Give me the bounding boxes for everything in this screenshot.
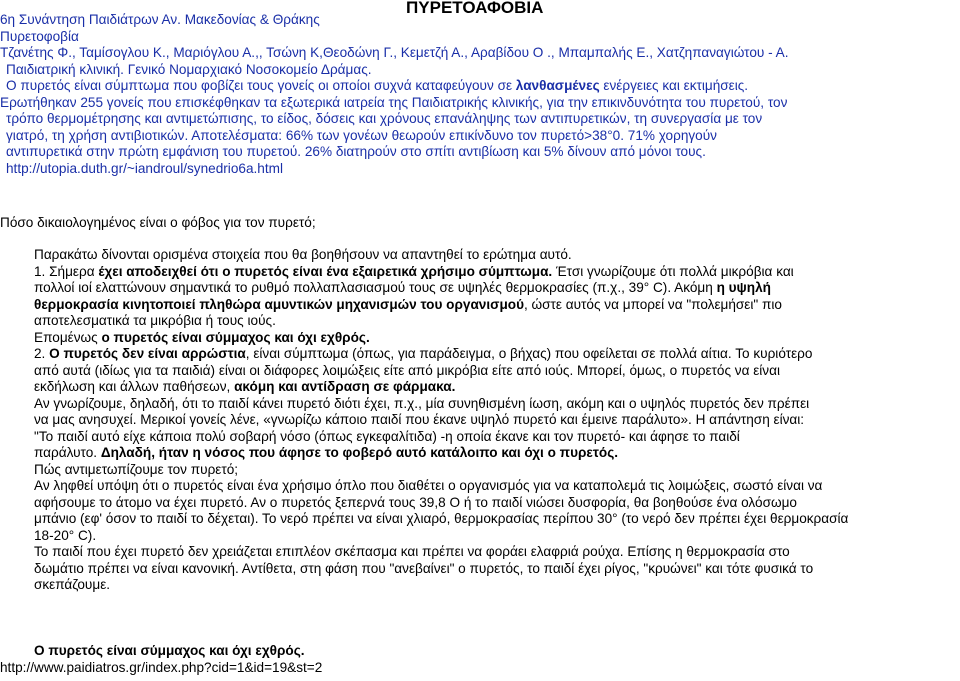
point-1-text: Έτσι γνωρίζουμε ότι πολλά μικρόβια και xyxy=(552,263,794,279)
point-1-conclusion xyxy=(34,330,934,347)
point-1-line xyxy=(34,297,934,314)
paragraph-text: παράλυτο. xyxy=(34,445,101,460)
abstract-line: τρόπο θερμομέτρησης και αντιμετώπισης, το είδος, δόσεις και χρόνους επανάληψης των αντιπυρετικών, τη συνεργασία με τον xyxy=(6,111,763,126)
point-2-text: , είναι σύμπτωμα (όπως, για παράδειγμα, ο βήχας) που οφείλεται σε πολλά αίτια. Το κυριότερο xyxy=(245,346,813,361)
source-link-line xyxy=(0,161,945,178)
page-title: ΠΥΡΕΤΟΑΦΟΒΙΑ xyxy=(406,0,544,17)
point-1-line xyxy=(34,280,934,297)
intro-paragraph: Παρακάτω δίνονται ορισμένα στοιχεία που θα βοηθήσουν να απαντηθεί το ερώτημα αυτό. xyxy=(34,247,572,262)
point-1-emphasis: η υψηλή xyxy=(716,280,771,295)
point-2-text: εκδήλωση και άλλων παθήσεων, xyxy=(34,379,235,394)
paragraph-line: Το παιδί που έχει πυρετό δεν χρειάζεται επιπλέον σκέπασμα και πρέπει να φοράει ελαφριά ρούχα. Επίσης η θερμοκρασία στο xyxy=(34,544,790,559)
abstract-line: Ερωτήθηκαν 255 γονείς που επισκέφθηκαν τα εξωτερικά ιατρεία της Παιδιατρικής κλινικής, για την επικινδυνότητα του πυρετού, τον xyxy=(0,94,788,110)
point-2-line xyxy=(34,346,934,363)
conclusion-emphasis: ο πυρετός είναι σύμμαχος και όχι εχθρός. xyxy=(101,329,370,345)
source-link[interactable]: http://utopia.duth.gr/~iandroul/synedrio6a.html xyxy=(6,160,283,176)
meeting-title: 6η Συνάντηση Παιδιάτρων Αν. Μακεδονίας & Θράκης xyxy=(0,12,320,27)
conclusion-prefix: Επομένως xyxy=(34,329,102,345)
paragraph-line: Αν ληφθεί υπόψη ότι ο πυρετός είναι ένα χρήσιμο όπλο που διαθέτει ο οργανισμός για να καταπολεμά τις λοιμώξεις, σωστό είναι να xyxy=(34,478,823,493)
paragraph-line xyxy=(34,445,934,462)
point-1-emphasis: έχει αποδειχθεί ότι ο πυρετός είναι ένα εξαιρετικά χρήσιμο σύμπτωμα. xyxy=(98,263,553,279)
point-2-number: 2. xyxy=(34,346,50,361)
paragraph-line: "Το παιδί αυτό είχε κάποια πολύ σοβαρή νόσο (όπως εγκεφαλίτιδα) -η οποία έκανε και τον πυρετό- και άφησε το παιδί xyxy=(34,428,740,444)
paragraph-line: σκεπάζουμε. xyxy=(34,577,111,592)
point-1-text: πολλοί ιοί ελαττώνουν σημαντικά το ρυθμό πολλαπλασιασμού τους σε υψηλές θερμοκρασίες (π.χ., 39° C). Ακόμη xyxy=(34,280,717,295)
paragraph-line: αφήσουμε το άτομο να έχει πυρετό. Αν ο πυρετός ξεπερνά τους 39,8 Ο ή το παιδί νιώσει δυσφορία, θα βοηθούσε ένα ολόσωμο xyxy=(34,494,797,510)
point-1-line: αποτελεσματικά τα μικρόβια ή τους ιούς. xyxy=(34,313,276,328)
point-2-line xyxy=(34,379,934,396)
paragraph-line: 18-20° C). xyxy=(34,527,97,543)
point-2-line: από αυτά (ιδίως για τα παιδιά) είναι οι διάφορες λοιμώξεις είτε από μικρόβια είτε από ιούς. Μπορεί, όμως, ο πυρετός να είναι xyxy=(34,362,780,378)
authors: Τζανέτης Φ., Ταμίσογλου Κ., Μαριόγλου Α.,, Τσώνη Κ,Θεοδώνη Γ., Κεμετζή Α., Αραβίδου Ο ., Μπαμπαλής Ε., Χατζηπαναγιώτου - Α. xyxy=(0,45,789,60)
intro-text-end: ενέργειες και εκτιμήσεις. xyxy=(599,78,749,93)
paragraph-line: Αν γνωρίζουμε, δηλαδή, ότι το παιδί κάνει πυρετό διότι έχει, π.χ., μία συνηθισμένη ίωση, ακόμη και ο υψηλός πυρετός δεν πρέπει xyxy=(34,395,810,411)
footer-source-line xyxy=(0,660,322,677)
point-1-number: 1. Σήμερα xyxy=(34,263,99,279)
section-question: Πώς αντιμετωπίζουμε τον πυρετό; xyxy=(34,461,239,477)
abstract-line: αντιπυρετικά στην πρώτη εμφάνιση του πυρετού. 26% διατηρούν στο σπίτι αντιβίωση και 5% δίνουν από μόνοι τους. xyxy=(6,144,706,159)
topic-title: Πυρετοφοβία xyxy=(0,28,79,44)
article-body xyxy=(34,247,934,594)
question-heading: Πόσο δικαιολογημένος είναι ο φόβος για τον πυρετό; xyxy=(0,215,316,230)
point-1-emphasis: θερμοκρασία κινητοποιεί πληθώρα αμυντικών μηχανισμών του οργανισμού xyxy=(34,296,524,312)
intro-line xyxy=(0,78,945,95)
intro-text: Ο πυρετός είναι σύμπτωμα που φοβίζει τους γονείς οι οποίοι συχνά καταφεύγουν σε xyxy=(6,78,516,93)
paragraph-emphasis-end: όχι ο πυρετός. xyxy=(524,445,619,460)
affiliation: Παιδιατρική κλινική. Γενικό Νομαρχιακό Νοσοκομείο Δράμας. xyxy=(6,61,372,77)
paragraph-emphasis: Δηλαδή, ήταν η νόσος που άφησε το φοβερό αυτό κατάλοιπο και xyxy=(100,445,525,460)
point-2-emphasis: Ο πυρετός δεν είναι αρρώστια xyxy=(49,346,246,361)
paragraph-line: μπάνιο (εφ' όσον το παιδί το δέχεται). Το νερό πρέπει να είναι χλιαρό, θερμοκρασίας περίπου 30° (το νερό δεν πρέπει έχει θερμοκρασία xyxy=(34,511,849,526)
intro-emphasis: λανθασμένες xyxy=(515,78,600,93)
paragraph-line: δωμάτιο πρέπει να είναι κανονική. Αντίθετα, στη φάση που "ανεβαίνει" ο πυρετός, το παιδί έχει ρίγος, "κρυώνει" και τότε φυσικά το xyxy=(34,560,814,576)
point-2-emphasis: ακόμη και αντίδραση σε φάρμακα. xyxy=(234,379,456,394)
paragraph-line: να μας ανησυχεί. Μερικοί γονείς λένε, «γνωρίζω κάποιο παιδί που έκανε υψηλό πυρετό και έμεινε παράλυτο». Η απάντηση είναι: xyxy=(34,412,805,427)
point-1-line xyxy=(34,264,934,281)
conclusion-heading: Ο πυρετός είναι σύμμαχος και όχι εχθρός. xyxy=(34,643,305,658)
footer-source-link[interactable]: http://www.paidiatros.gr/index.php?cid=1&id=19&st=2 xyxy=(0,660,323,675)
point-1-text: , ώστε αυτός να μπορεί να "πολεμήσει" πιο xyxy=(523,296,782,312)
abstract-line: γιατρό, τη χρήση αντιβιοτικών. Αποτελέσματα: 66% των γονέων θεωρούν επικίνδυνο τον πυρετό>38°0. 71% χορηγούν xyxy=(6,127,717,143)
abstract-header xyxy=(0,12,945,177)
